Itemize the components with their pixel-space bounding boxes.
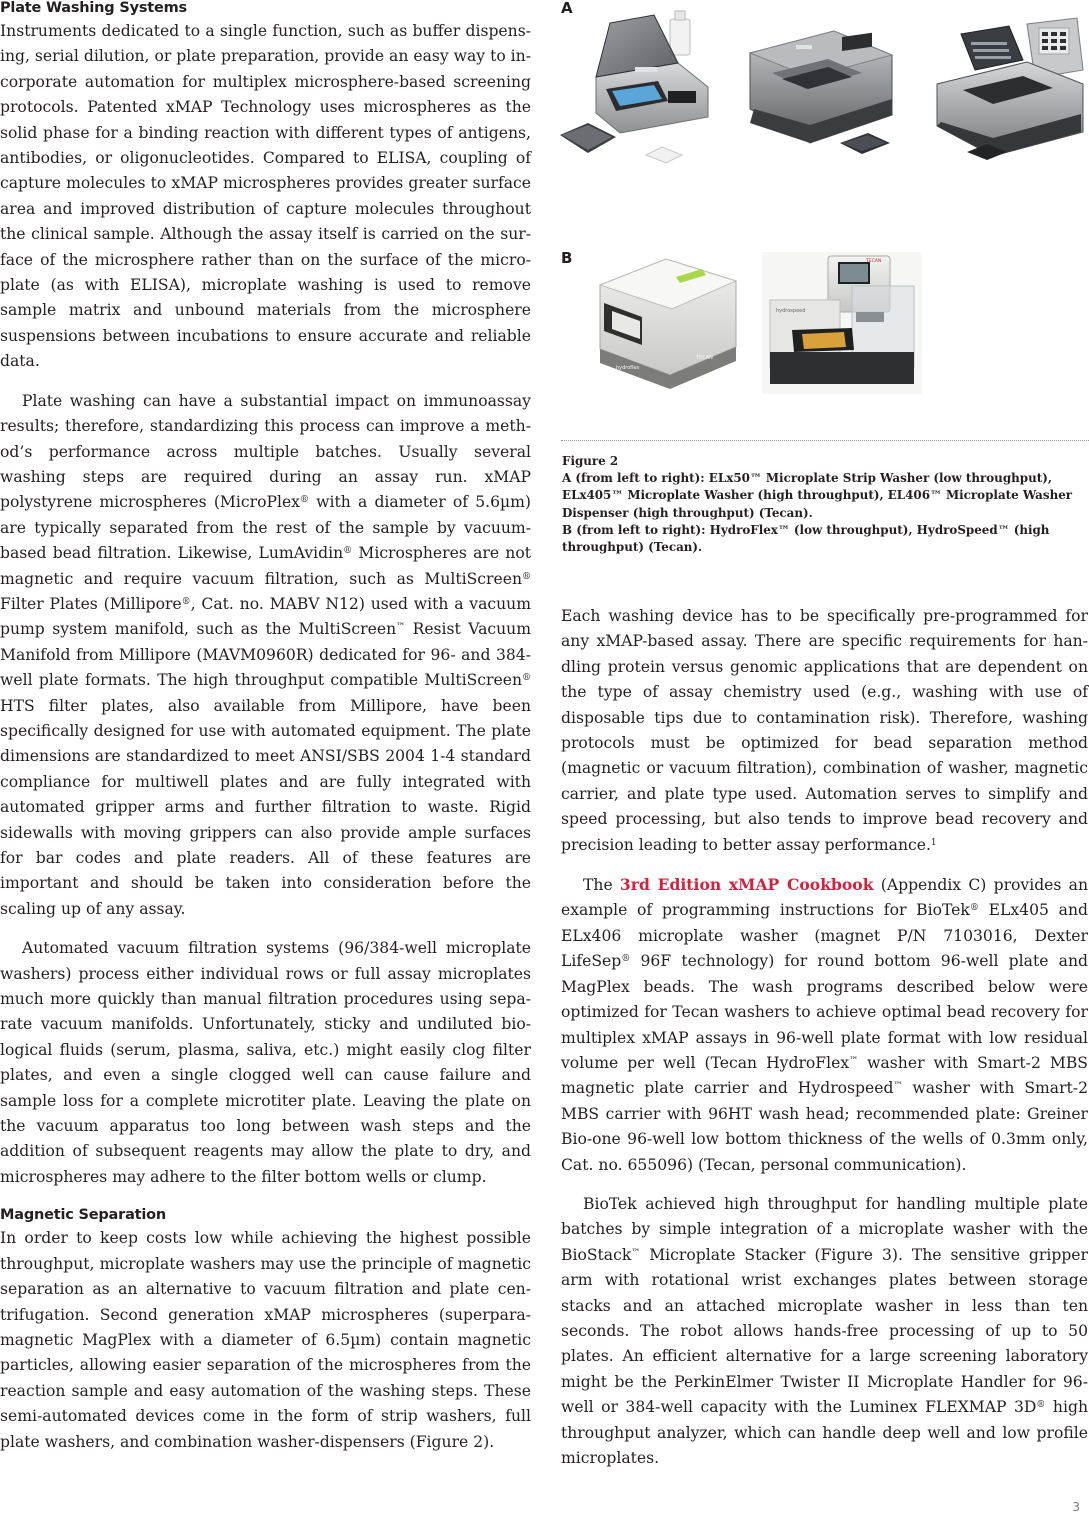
paragraph-vacuum-filtration: Automated vacuum filtration systems (96/384-well microplate washers) process either individual rows or full assay microplates much more quickly than manual filtration procedures using separate vacuum manifolds. Unfortunately, sticky and undiluted biological fluids (serum, plasma, saliva, etc.) might easily clog filter plates, and even a single clogged well can cause failure and sample loss for a complete microtiter plate. Leaving the plate on the vacuum apparatus too long between wash steps and the addition of subsequent reagents may allow the plate to dry, and microspheres may adhere to the filter bottom wells or clump. [0,939,531,1186]
paragraph-plate-washing-intro: Instruments dedicated to a single function, such as buffer dispensing, serial dilution, or plate preparation, provide an easy way to incorporate automation for multiplex microsphere-based screening protocols. Patented xMAP Technology uses microspheres as the solid phase for a binding reaction with different types of antigens, antibodies, or oligonucleotides. Compared to ELISA, coupling of capture molecules to xMAP microspheres provides greater surface area and improved distribution of capture molecules throughout the clinical sample. Although the assay itself is carried on the surface of the microsphere rather than on the surface of the microplate (as with ELISA), microplate washing is used to remove sample matrix and unbound materials from the microsphere suspensions between incubations to ensure accurate and reliable data. [0,22,531,371]
hydrospeed-washer-photo [762,252,922,394]
figure-divider [561,440,1089,441]
hydrospeed-label-text: hydrospeed [776,308,806,314]
hydroflex-brand-text: TECAN [696,355,713,361]
elx405-plate-washer-photo [742,13,912,179]
hydroflex-label-text: hydroflex [616,365,640,371]
paragraph-preprogramming: Each washing device has to be specifically pre-programmed for any xMAP-based assay. There are specific requirements for handling protein versus genomic applications that are dependent on the type of assay chemistry used (e.g., washing with use of disposable tips due to contamination risk). Therefore, washing protocols must be optimized for bead separation method (magnetic or vacuum filtration), combination of washer, magnetic carrier, and plate type used. Automation serves to simplify and speed processing, but also tends to improve bead recovery and precision leading to better assay performance.$^1$ [561,607,1088,854]
heading-plate-washing: Plate Washing Systems [0,0,187,16]
page-number: 3 [1072,1500,1080,1514]
figure-caption-title: Figure 2 [562,454,619,468]
figure-caption-a: A (from left to right): ELx50™ Microplate Strip Washer (low throughput), ELx405™ Microplate Washer (high throughput), EL406™ Microplate Washer Dispenser (high throughput) (Tecan). [562,471,1073,520]
figure-panel-label-a: A [561,0,573,17]
left-column [0,0,531,1455]
xmap-cookbook-link[interactable]: 3rd Edition xMAP Cookbook [619,875,874,895]
elx50-strip-washer-photo [558,5,728,175]
right-column [561,604,1088,1471]
paragraph-biostack: BioTek achieved high throughput for handling multiple plate batches by simple integration of a microplate washer with the BioStack™ Microplate Stacker (Figure 3). The sensitive gripper arm with rotational wrist exchanges plates between storage stacks and an attached microplate washer in less than ten seconds. The robot allows hands-free processing of up to 50 plates. An efficient alternative for a large screening laboratory might be the PerkinElmer Twister II Microplate Handler for 96-well or 384-well capacity with the Luminex FLEXMAP 3D® high throughput analyzer, which can handle deep well and low profile microplates. [561,1194,1088,1467]
paragraph-magnetic-separation: In order to keep costs low while achieving the highest possible throughput, microplate washers may use the principle of magnetic separation as an alternative to vacuum filtration and plate centrifugation. Second generation xMAP microspheres (superparamagnetic MagPlex with a diameter of 6.5µm) contain magnetic particles, allowing easier separation of the microspheres from the reaction sample and easy automation of the washing steps. These semi-automated devices come in the form of strip washers, full plate washers, and combination washer-dispensers (Figure 2). [0,1229,531,1451]
hydrospeed-brand-text: TECAN [866,259,882,264]
figure-panel-label-b: B [561,249,573,267]
figure-caption [562,453,1089,556]
el406-washer-dispenser-photo [927,14,1087,172]
hydroflex-washer-photo [596,255,740,391]
paragraph-xmap-cookbook: The 3rd Edition xMAP Cookbook (Appendix C) provides an example of programming instructions for BioTek® ELx405 and ELx406 microplate washer (magnet P/N 7103016, Dexter LifeSep® 96F technology) for round bottom 96-well plate and MagPlex beads. The wash programs described below were optimized for Tecan washers to achieve optimal bead recovery for multiplex xMAP assays in 96-well plate format with low residual volume per well (Tecan HydroFlex™ washer with Smart-2 MBS magnetic plate carrier and Hydrospeed™ washer with Smart-2 MBS carrier with 96HT wash head; recommended plate: Greiner Bio-one 96-well low bottom thickness of the wells of 0.3mm only, Cat. no. 655096) (Tecan, personal communication). [561,875,1088,1174]
paragraph-plate-washing-impact: Plate washing can have a substantial impact on immunoassay results; therefore, standardizing this process can improve a method’s performance across multiple batches. Usually several washing steps are required during an assay run. xMAP polystyrene microspheres (MicroPlex® with a diameter of 5.6µm) are typically separated from the rest of the sample by vacuum-based bead filtration. Likewise, LumAvidin® Microspheres are not magnetic and require vacuum filtration, such as MultiScreen® Filter Plates (Millipore®, Cat. no. MABV N12) used with a vacuum pump system manifold, such as the MultiScreen™ Resist Vacuum Manifold from Millipore (MAVM0960R) dedicated for 96- and 384-well plate formats. The high throughput compatible MultiScreen® HTS filter plates, also available from Millipore, have been specifically designed for use with automated equipment. The plate dimensions are standardized to meet ANSI/SBS 2004 1-4 standard compliance for multiwell plates and are fully integrated with automated gripper arms and further filtration to waste. Rigid sidewalls with moving grippers can also provide ample surfaces for bar codes and plate readers. All of these features are important and should be taken into consideration before the scaling up of any assay. [0,391,532,918]
figure-caption-b: B (from left to right): HydroFlex™ (low throughput), HydroSpeed™ (high throughput) (Tecan). [562,522,1050,555]
heading-magnetic-separation: Magnetic Separation [0,1207,167,1224]
